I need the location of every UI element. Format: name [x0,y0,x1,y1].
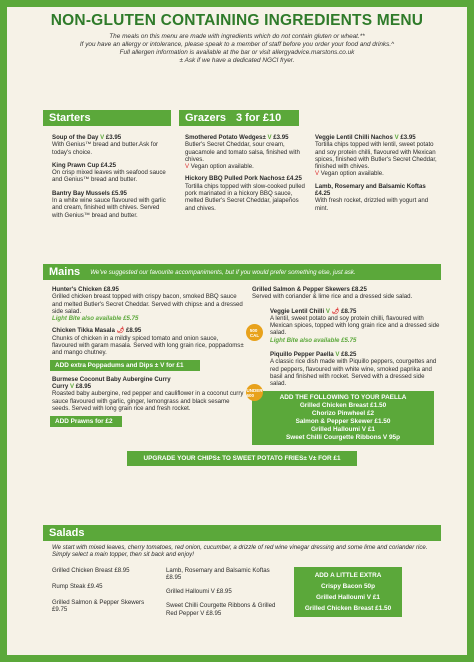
grazer-item: Smothered Potato Wedges± V £3.95 Butler's Secret Cheddar, sour cream, guacamole and tomato salsa, finished with chives. V Vegan option available. [185,134,300,171]
grazer-item: Hickory BBQ Pulled Pork Nachos± £4.25 Tortilla chips topped with slow-cooked pulled pork marinated in a hickory BBQ sauce, melted Butler's Secret Cheddar, jalapeños and chives. [185,175,305,212]
main-item: Veggie Lentil Chilli V 🌶 £8.75 A lentil, sweet potato and soy protein chilli, flavoured with Mexican spices, topped with long grain rice and a dressed side salad. Light Bite also available £5.75 [270,307,440,344]
main-item: Grilled Salmon & Pepper Skewers £8.25 Served with coriander & lime rice and a dressed side salad. [252,286,413,301]
paella-addon-box: ADD THE FOLLOWING TO YOUR PAELLA Grilled Chicken Breast £1.50 Chorizo Pinwheel £2 Salmon & Pepper Skewer £1.50 Grilled Halloumi V £1 Sweet Chilli Courgette Ribbons V 95p [252,391,434,445]
main-item: Hunter's Chicken £8.95 Grilled chicken breast topped with crispy bacon, smoked BBQ sauce and melted Butler's Secret Cheddar. Served with chips± and a dressed side salad. Light Bite also available £5.75 [52,286,243,323]
main-item: Piquillo Pepper Paella V £8.25 A classic rice dish made with Piquillo peppers, courgettes and red peppers, flavoured with white wine, smoked paprika and basil and finished with rocket. Served with a dressed side salad. [270,351,437,388]
starter-item: King Prawn Cup £4.25 On crisp mixed leaves with seafood sauce and Genius™ bread and butter. [52,161,166,184]
grazer-item: Veggie Lentil Chilli Nachos V £3.95 Tortilla chips topped with lentil, sweet potato and soy protein chilli, flavoured with Mexican spices, finished with Butler's Secret Cheddar, finished with chives. V Vegan option available. [315,134,437,178]
poppadoms-addon: ADD extra Poppadums and Dips ± V for £1 [50,360,200,371]
upgrade-chips-banner: UPGRADE YOUR CHIPS± TO SWEET POTATO FRIES± V± FOR £1 [127,451,357,466]
salads-section [43,525,441,620]
grazers-section [179,110,441,215]
extra-box: ADD A LITTLE EXTRA Crispy Bacon 50p Grilled Halloumi V £1 Grilled Chicken Breast £1.50 [294,567,402,617]
salad-topper: Rump Steak £9.45 [52,582,103,590]
main-item: Chicken Tikka Masala 🌶 £8.95 Chunks of chicken in a mildly spiced tomato and onion sauce, flavoured with garam masala. Served with long grain rice, poppadoms± and mango chutney. [52,327,244,357]
salad-topper: Sweet Chilli Courgette Ribbons & Grilled Red Pepper V £8.95 [166,602,276,617]
starters-header: Starters [43,110,171,126]
starter-item: Bantry Bay Mussels £5.95 In a white wine sauce flavoured with garlic and cream, finished with chives. Served with Genius™ bread and butter. [52,189,166,219]
salad-topper: Grilled Salmon & Pepper Skewers £9.75 [52,599,145,614]
salad-topper: Grilled Halloumi V £8.95 [166,588,232,596]
starter-item: Soup of the Day V £3.95 With Genius™ bread and butter.Ask for today's choice. [52,134,159,156]
calorie-badge: 500 CAL [246,324,263,341]
salad-topper: Grilled Chicken Breast £8.95 [52,566,130,574]
mains-section [43,264,441,466]
starters-section [43,110,173,222]
mains-header: Mains We've suggested our favourite accompaniments, but if you would prefer something else, just ask. [43,264,441,280]
grazers-header: Grazers 3 for £10 [179,110,299,126]
main-item: Burmese Coconut Baby Aubergine Curry Curry V £8.95 Roasted baby aubergine, red pepper and cauliflower in a coconut curry sauce flavoured with garlic, ginger, lemongrass and black sesame seeds. Served with long grain rice and fresh rocket. [52,375,244,412]
prawns-addon: ADD Prawns for £2 [50,416,122,427]
salad-topper: Lamb, Rosemary and Balsamic Koftas £8.95 [166,566,270,581]
salads-header: Salads [43,525,441,541]
salads-intro: We start with mixed leaves, cherry tomatoes, red onion, cucumber, a drizzle of red wine vinegar dressing and some lime and coriander rice. Simply select a main topper, then sit back and enjoy! [52,544,428,559]
salad-col-2 [166,567,286,620]
grazer-item: Lamb, Rosemary and Balsamic Koftas £4.25 With fresh rocket, drizzled with yogurt and mint. [315,182,429,212]
calorie-badge: UNDER 600 [246,384,263,401]
salad-col-1 [52,567,158,620]
intro-text: The meals on this menu are made with ingredients which do not contain gluten or wheat.** If you have an allergy or intolerance, please speak to a member of staff before you order your food and drinks.^ Full allergen information is available at the bar or visit allergyadvice.marstons.co.uk ± Ask if we have a dedicated NGCI fryer. [79,33,395,64]
menu-title: NON-GLUTEN CONTAINING INGREDIENTS MENU [50,12,424,29]
